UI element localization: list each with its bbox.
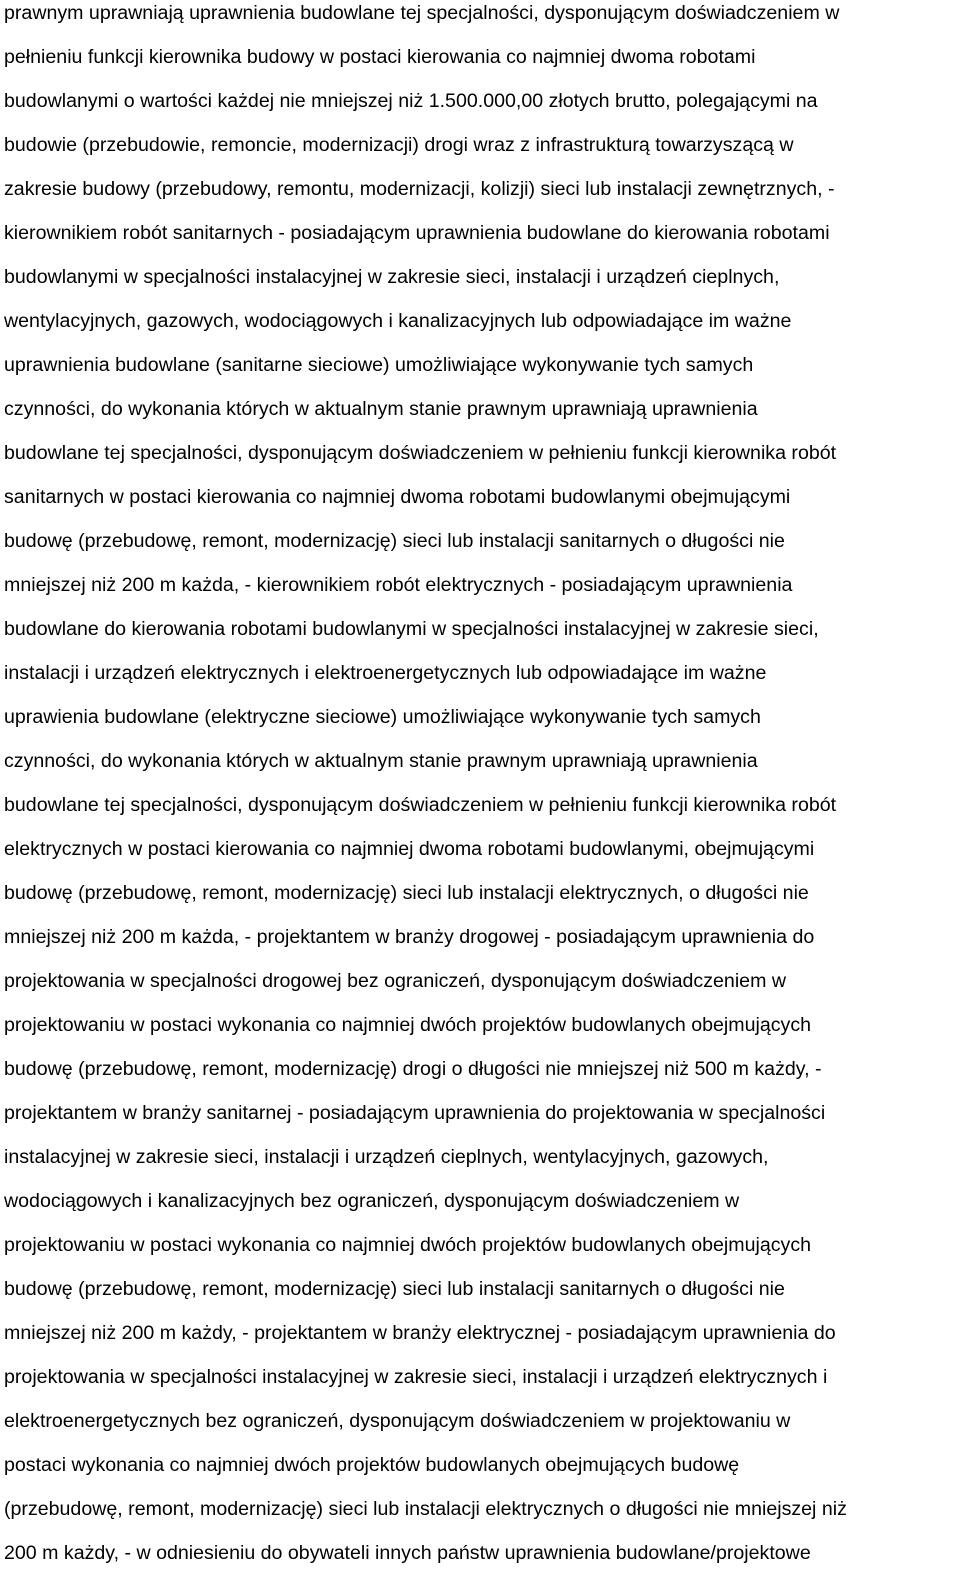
text-line: elektrycznych w postaci kierowania co najmniej dwoma robotami budowlanymi, obejmującymi	[4, 838, 815, 860]
text-line: prawnym uprawniają uprawnienia budowlane tej specjalności, dysponującym doświadczeniem w	[4, 2, 840, 24]
text-line: mniejszej niż 200 m każda, - projektantem w branży drogowej - posiadającym uprawnienia do	[4, 926, 815, 948]
text-line: budowę (przebudowę, remont, modernizację) sieci lub instalacji sanitarnych o długości nie	[4, 1278, 785, 1300]
text-line: mniejszej niż 200 m każda, - kierownikiem robót elektrycznych - posiadającym uprawnienia	[4, 574, 793, 596]
text-line: postaci wykonania co najmniej dwóch projektów budowlanych obejmujących budowę	[4, 1454, 740, 1476]
text-line: budowę (przebudowę, remont, modernizację) sieci lub instalacji elektrycznych, o długości nie	[4, 882, 809, 904]
text-line: sanitarnych w postaci kierowania co najmniej dwoma robotami budowlanymi obejmującymi	[4, 486, 791, 508]
text-line: zakresie budowy (przebudowy, remontu, modernizacji, kolizji) sieci lub instalacji zewnętrznych, -	[4, 178, 835, 200]
text-line: projektantem w branży sanitarnej - posiadającym uprawnienia do projektowania w specjalności	[4, 1102, 826, 1124]
text-line: (przebudowę, remont, modernizację) sieci lub instalacji elektrycznych o długości nie mniejszej niż	[4, 1498, 847, 1520]
text-line: wodociągowych i kanalizacyjnych bez ograniczeń, dysponującym doświadczeniem w	[4, 1190, 740, 1212]
text-line: budowlane do kierowania robotami budowlanymi w specjalności instalacyjnej w zakresie sieci,	[4, 618, 819, 640]
text-line: projektowania w specjalności instalacyjnej w zakresie sieci, instalacji i urządzeń elektrycznych i	[4, 1366, 828, 1388]
text-line: uprawnienia budowlane (sanitarne sieciowe) umożliwiające wykonywanie tych samych	[4, 354, 754, 376]
text-line: budowlanymi w specjalności instalacyjnej w zakresie sieci, instalacji i urządzeń cieplnych,	[4, 266, 780, 288]
text-line: projektowaniu w postaci wykonania co najmniej dwóch projektów budowlanych obejmujących	[4, 1014, 812, 1036]
text-line: budowlanymi o wartości każdej nie mniejszej niż 1.500.000,00 złotych brutto, polegającymi na	[4, 90, 818, 112]
text-line: projektowaniu w postaci wykonania co najmniej dwóch projektów budowlanych obejmujących	[4, 1234, 812, 1256]
text-line: instalacji i urządzeń elektrycznych i elektroenergetycznych lub odpowiadające im ważne	[4, 662, 767, 684]
text-line: uprawienia budowlane (elektryczne sieciowe) umożliwiające wykonywanie tych samych	[4, 706, 761, 728]
text-line: kierownikiem robót sanitarnych - posiadającym uprawnienia budowlane do kierowania robotami	[4, 222, 830, 244]
text-line: czynności, do wykonania których w aktualnym stanie prawnym uprawniają uprawnienia	[4, 750, 758, 772]
text-line: instalacyjnej w zakresie sieci, instalacji i urządzeń cieplnych, wentylacyjnych, gazowych,	[4, 1146, 769, 1168]
text-line: budowie (przebudowie, remoncie, modernizacji) drogi wraz z infrastrukturą towarzyszącą w	[4, 134, 794, 156]
text-line: pełnieniu funkcji kierownika budowy w postaci kierowania co najmniej dwoma robotami	[4, 46, 756, 68]
text-line: budowę (przebudowę, remont, modernizację) drogi o długości nie mniejszej niż 500 m każdy, -	[4, 1058, 822, 1080]
text-line: budowlane tej specjalności, dysponującym doświadczeniem w pełnieniu funkcji kierownika robót	[4, 794, 837, 816]
text-line: budowlane tej specjalności, dysponującym doświadczeniem w pełnieniu funkcji kierownika robót	[4, 442, 837, 464]
text-line: 200 m każdy, - w odniesieniu do obywateli innych państw uprawnienia budowlane/projektowe	[4, 1542, 811, 1564]
text-line: mniejszej niż 200 m każdy, - projektantem w branży elektrycznej - posiadającym uprawnienia do	[4, 1322, 836, 1344]
text-line: wentylacyjnych, gazowych, wodociągowych i kanalizacyjnych lub odpowiadające im ważne	[4, 310, 792, 332]
text-line: budowę (przebudowę, remont, modernizację) sieci lub instalacji sanitarnych o długości nie	[4, 530, 785, 552]
text-line: projektowania w specjalności drogowej bez ograniczeń, dysponującym doświadczeniem w	[4, 970, 786, 992]
text-line: czynności, do wykonania których w aktualnym stanie prawnym uprawniają uprawnienia	[4, 398, 758, 420]
text-line: elektroenergetycznych bez ograniczeń, dysponującym doświadczeniem w projektowaniu w	[4, 1410, 791, 1432]
